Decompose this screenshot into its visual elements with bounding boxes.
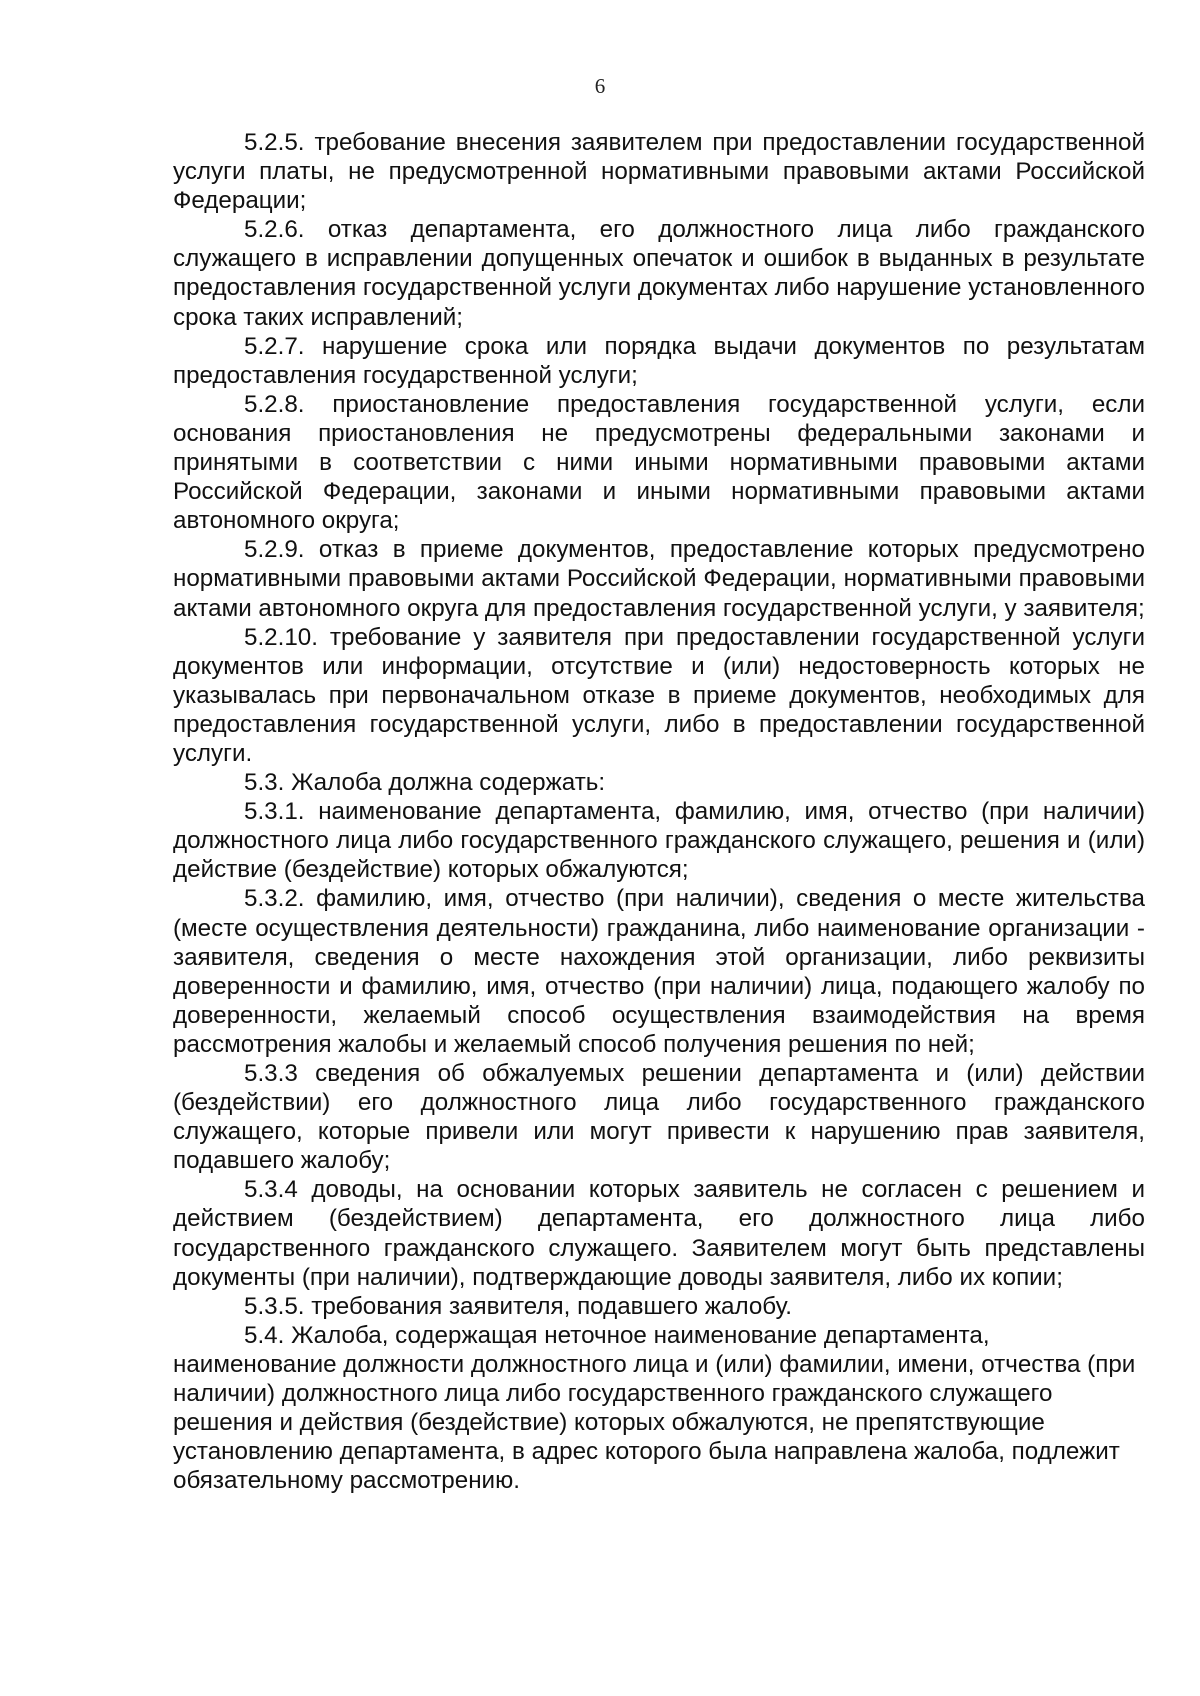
paragraph-5-3-5: 5.3.5. требования заявителя, подавшего жалобу. [244, 1292, 793, 1320]
paragraph-5-3-3: 5.3.3 сведения об обжалуемых решении департамента и (или) действии (бездействии) его должностного лица либо государственного гражданского служащего, которые привели или могут привести к нарушению прав заявителя, подавшего жалобу; [173, 1060, 1145, 1175]
paragraph-5-2-8: 5.2.8. приостановление предоставления государственной услуги, если основания приостановления не предусмотрены федеральными законами и принятыми в соответствии с ними иными нормативными правовыми актами Российской Федерации, законами и иными нормативными правовыми актами автономного округа; [173, 390, 1145, 535]
paragraph-5-2-7: 5.2.7. нарушение срока или порядка выдачи документов по результатам предоставления государственной услуги; [173, 332, 1145, 389]
page-number: 6 [594, 74, 606, 98]
paragraph-5-2-5: 5.2.5. требование внесения заявителем при предоставлении государственной услуги платы, не предусмотренной нормативными правовыми актами Российской Федерации; [173, 129, 1145, 215]
paragraph-5-4: 5.4. Жалоба, содержащая неточное наименование департамента, наименование должности должностного лица и (или) фамилии, имени, отчества (при наличии) должностного лица либо государственного гражданского служащего решения и действия (бездействие) которых обжалуются, не препятствующие установлению департамента, в адрес которого была направлена жалоба, подлежит обязательному рассмотрению. [173, 1321, 1136, 1495]
paragraph-5-3: 5.3. Жалоба должна содержать: [244, 769, 606, 797]
paragraph-5-2-6: 5.2.6. отказ департамента, его должностного лица либо гражданского служащего в исправлении допущенных опечаток и ошибок в выданных в результате предоставления государственной услуги документах либо нарушение установленного срока таких исправлений; [173, 216, 1145, 331]
paragraph-5-3-4: 5.3.4 доводы, на основании которых заявитель не согласен с решением и действием (бездействием) департамента, его должностного лица либо государственного гражданского служащего. Заявителем могут быть представлены документы (при наличии), подтверждающие доводы заявителя, либо их копии; [173, 1176, 1145, 1291]
paragraph-5-3-1: 5.3.1. наименование департамента, фамилию, имя, отчество (при наличии) должностного лица либо государственного гражданского служащего, решения и (или) действие (бездействие) которых обжалуются; [173, 798, 1145, 884]
paragraph-5-2-10: 5.2.10. требование у заявителя при предоставлении государственной услуги документов или информации, отсутствие и (или) недостоверность которых не указывалась при первоначальном отказе в приеме документов, необходимых для предоставления государственной услуги, либо в предоставлении государственной услуги. [173, 623, 1145, 767]
paragraph-5-2-9: 5.2.9. отказ в приеме документов, предоставление которых предусмотрено нормативными правовыми актами Российской Федерации, нормативными правовыми актами автономного округа для предоставления государственной услуги, у заявителя; [173, 536, 1145, 622]
paragraph-5-3-2: 5.3.2. фамилию, имя, отчество (при наличии), сведения о месте жительства (месте осуществления деятельности) гражданина, либо наименование организации - заявителя, сведения о месте нахождения этой организации, либо реквизиты доверенности и фамилию, имя, отчество (при наличии) лица, подающего жалобу по доверенности, желаемый способ осуществления взаимодействия на время рассмотрения жалобы и желаемый способ получения решения по ней; [173, 885, 1145, 1058]
document-body [173, 128, 1145, 1495]
